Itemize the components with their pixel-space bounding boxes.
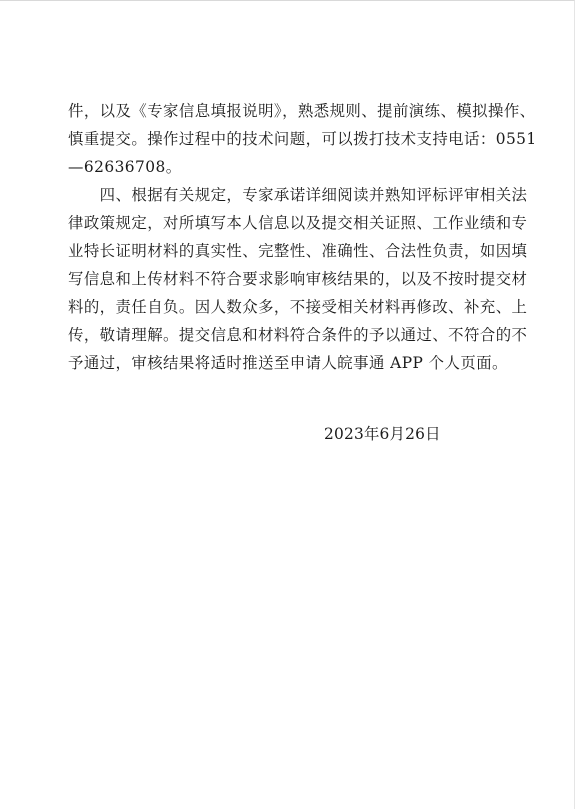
document-date: 2023年6月26日 [324,425,441,443]
body-line-10: 予通过，审核结果将适时推送至申请人皖事通 APP 个人页面。 [68,354,508,372]
body-line-9: 传，敬请理解。提交信息和材料符合条件的予以通过、不符合的不 [68,326,528,344]
body-line-6: 业特长证明材料的真实性、完整性、准确性、合法性负责，如因填 [68,242,528,260]
body-line-7: 写信息和上传材料不符合要求影响审核结果的，以及不按时提交材 [68,270,528,288]
body-line-4: 四、根据有关规定，专家承诺详细阅读并熟知评标评审相关法 [68,186,528,204]
body-line-2: 慎重提交。操作过程中的技术问题，可以拨打技术支持电话：0551 [68,130,537,148]
body-line-8: 料的，责任自负。因人数众多，不接受相关材料再修改、补充、上 [68,298,528,316]
body-line-3: —62636708。 [68,158,182,176]
body-line-1: 件，以及《专家信息填报说明》，熟悉规则、提前演练、模拟操作、 [68,102,536,120]
body-line-5: 律政策规定，对所填写本人信息以及提交相关证照、工作业绩和专 [68,214,528,232]
